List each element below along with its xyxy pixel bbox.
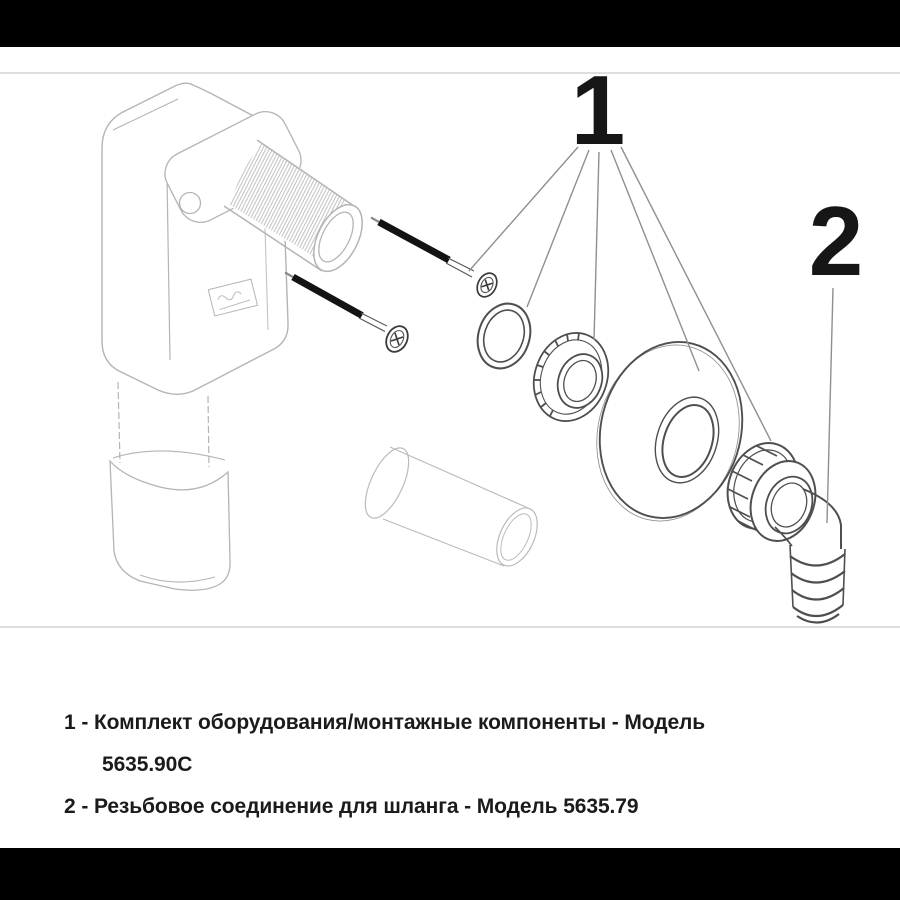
- legend-item-1-line-1: 1 - Комплект оборудования/монтажные компоненты - Модель: [64, 711, 706, 734]
- mounting-screw-lower: [285, 273, 412, 356]
- elbow-hose-connector: [716, 433, 847, 623]
- callout-1-label: 1: [570, 55, 626, 165]
- screw-head: [382, 322, 412, 355]
- bottom-letterbox-bar: [0, 848, 900, 900]
- mounting-screw-upper: [371, 218, 501, 301]
- screw-head: [473, 270, 500, 300]
- callout-2-label: 2: [808, 186, 864, 296]
- pipe-sleeve: [356, 442, 545, 572]
- o-ring: [470, 297, 539, 376]
- trap-outlet-cup: [110, 382, 230, 590]
- legend-item-2: 2 - Резьбовое соединение для шланга - Модель 5635.79: [64, 795, 639, 818]
- legend-item-1-line-2: 5635.90C: [102, 753, 193, 776]
- bottom-separator-line: [0, 626, 900, 628]
- parts-legend: [64, 702, 824, 828]
